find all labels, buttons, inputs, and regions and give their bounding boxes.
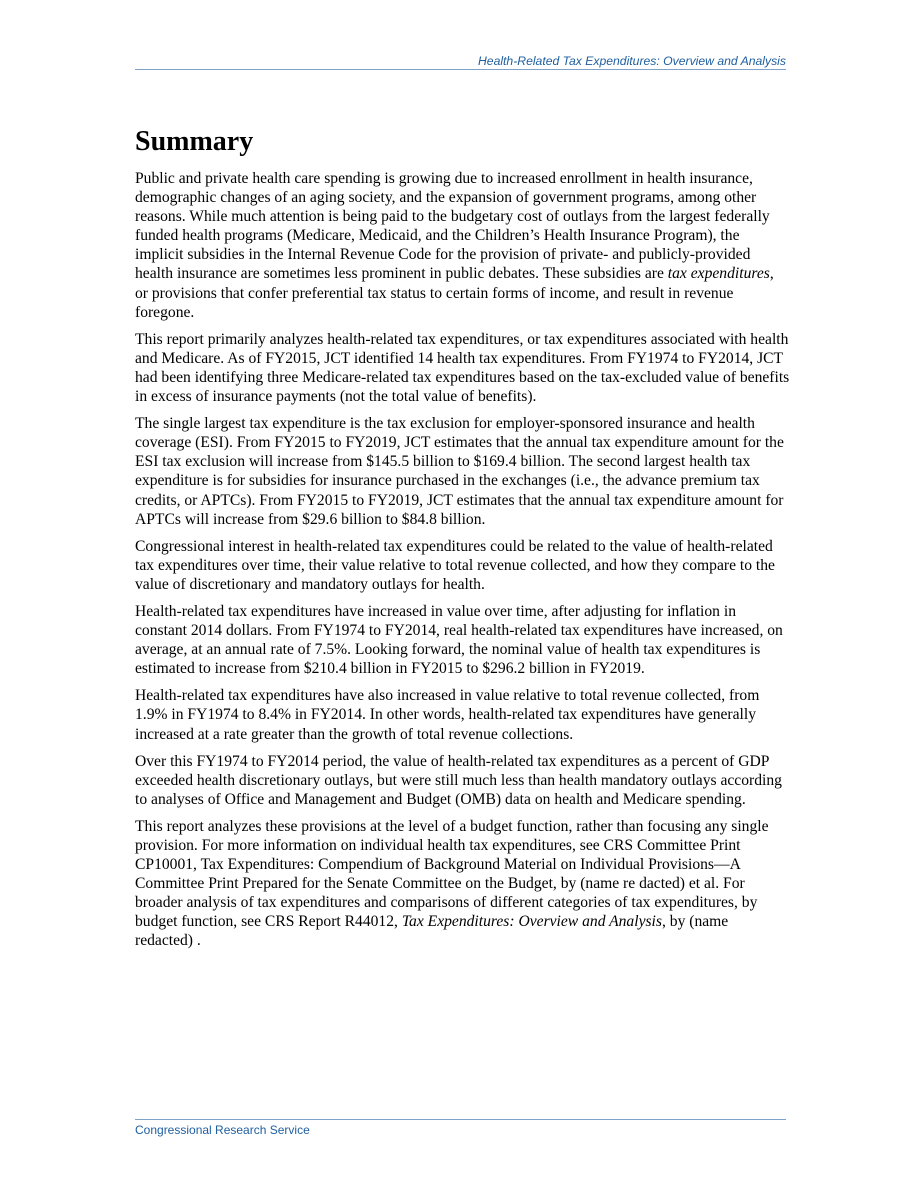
- footer-organization: Congressional Research Service: [135, 1123, 310, 1137]
- italic-term: tax expenditures: [667, 265, 770, 283]
- summary-paragraph-1: [135, 169, 790, 322]
- summary-paragraph-2: This report primarily analyzes health-related tax expenditures, or tax expenditures associated with health and Medicare. As of FY2015, JCT identified 14 health tax expenditures. From FY1974 to FY2014, JCT had been identifying three Medicare-related tax expenditures based on the tax-excluded value of benefits in excess of insurance payments (not the total value of benefits).: [135, 330, 790, 406]
- footer-divider: [135, 1119, 786, 1120]
- summary-paragraph-6: Health-related tax expenditures have also increased in value relative to total revenue collected, from 1.9% in FY1974 to 8.4% in FY2014. In other words, health-related tax expenditures have generally increased at a rate greater than the growth of total revenue collections.: [135, 687, 760, 743]
- summary-section: [135, 124, 790, 959]
- summary-paragraph-5: Health-related tax expenditures have increased in value over time, after adjusting for inflation in constant 2014 dollars. From FY1974 to FY2014, real health-related tax expenditures have increased, on average, at an annual rate of 7.5%. Looking forward, the nominal value of health tax expenditures is estimated to increase from $210.4 billion in FY2015 to $296.2 billion in FY2019.: [135, 602, 783, 678]
- header-divider: [135, 69, 786, 70]
- summary-paragraph-7: Over this FY1974 to FY2014 period, the value of health-related tax expenditures as a percent of GDP exceeded health discretionary outlays, but were still much less than health mandatory outlays according to analyses of Office and Management and Budget (OMB) data on health and Medicare spending.: [135, 752, 782, 808]
- section-heading: Summary: [135, 126, 254, 157]
- paragraph-text: , by (name redacted) .: [135, 913, 729, 950]
- report-title-italic: Tax Expenditures: Overview and Analysis: [401, 913, 662, 931]
- summary-paragraph-8: [135, 817, 790, 951]
- paragraph-text: This report analyzes these provisions at the level of a budget function, rather than focusing any single provision. For more information on individual health tax expenditures, see CRS Committee Print CP10001, Tax Expenditures: Compendium of Background Material on Individual Provisions—A Committee Print Prepared for the Senate Committee on the Budget, by (name re dacted) et al. For broader analysis of tax expenditures and comparisons of different categories of tax expenditures, by budget function, see CRS Report R44012,: [135, 817, 769, 931]
- summary-paragraph-4: Congressional interest in health-related tax expenditures could be related to the value of health-related tax expenditures over time, their value relative to total revenue collected, and how they compare to the value of discretionary and mandatory outlays for health.: [135, 537, 775, 593]
- paragraph-text: Public and private health care spending is growing due to increased enrollment in health insurance, demographic changes of an aging society, and the expansion of government programs, among other reasons. While much attention is being paid to the budgetary cost of outlays from the largest federally funded health programs (Medicare, Medicaid, and the Children’s Health Insurance Program), the implicit subsidies in the Internal Revenue Code for the provision of private- and publicly-provided health insurance are sometimes less prominent in public debates. These subsidies are: [135, 170, 770, 283]
- running-header-title: Health-Related Tax Expenditures: Overview and Analysis: [477, 54, 786, 68]
- summary-paragraph-3: The single largest tax expenditure is the tax exclusion for employer-sponsored insurance and health coverage (ESI). From FY2015 to FY2019, JCT estimates that the annual tax expenditure amount for the ESI tax exclusion will increase from $145.5 billion to $169.4 billion. The second largest health tax expenditure is for subsidies for insurance purchased in the exchanges (i.e., the advance premium tax credits, or APTCs). From FY2015 to FY2019, JCT estimates that the annual tax expenditure amount for APTCs will increase from $29.6 billion to $84.8 billion.: [135, 415, 784, 528]
- paragraph-text: , or provisions that confer preferential tax status to certain forms of income, and result in revenue foregone.: [135, 265, 774, 321]
